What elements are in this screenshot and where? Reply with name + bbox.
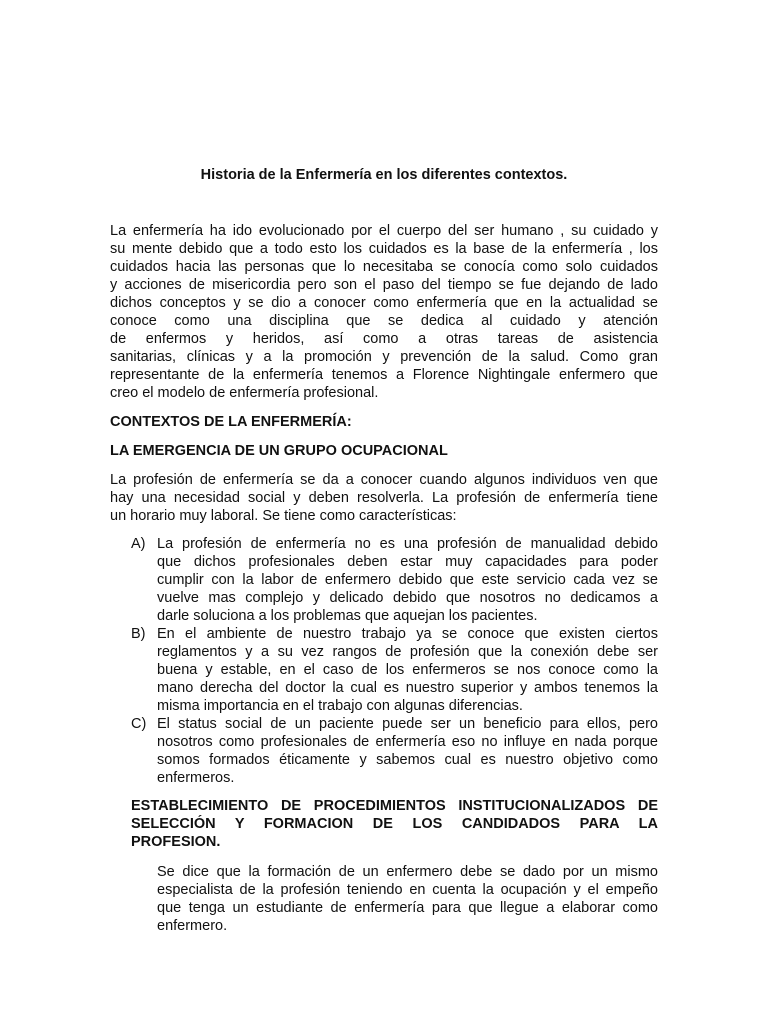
- establecimiento-line: enfermero.: [157, 918, 228, 934]
- list-item-body: [157, 715, 658, 787]
- establecimiento-line: Se dice que la formación de un enfermero debe se dado por un mismo: [157, 864, 658, 880]
- heading-line: ESTABLECIMIENTO DE PROCEDIMIENTOS INSTITUCIONALIZADOS DE: [131, 798, 658, 814]
- list-item-line: darle soluciona a los problemas que aquejan los pacientes.: [157, 608, 538, 624]
- list-item-line: nosotros como profesionales de enfermería eso no influye en nada porque: [157, 734, 658, 750]
- intro-line: creo el modelo de enfermería profesional.: [110, 385, 379, 401]
- emergencia-line: un horario muy laboral. Se tiene como características:: [110, 508, 457, 524]
- list-item-c: [131, 715, 658, 787]
- list-marker: C): [131, 716, 147, 732]
- heading-line: PROFESION.: [131, 834, 221, 850]
- intro-line: de enfermos y heridos, así como a otras tareas de asistencia: [110, 331, 658, 347]
- intro-line: conoce como una disciplina que se dedica al cuidado y atención: [110, 313, 658, 329]
- emergencia-line: La profesión de enfermería se da a conocer cuando algunos individuos ven que: [110, 472, 658, 488]
- list-item-line: reglamentos y a su vez rangos de profesión que la conexión debe ser: [157, 644, 658, 660]
- list-marker: B): [131, 626, 146, 642]
- intro-line: y acciones de misericordia pero son el paso del tiempo se fue dejando de lado: [110, 277, 658, 293]
- intro-line: cuidados hacia las personas que lo necesitaba se conocía como solo cuidados: [110, 259, 658, 275]
- list-item-line: cumplir con la labor de enfermero debido que este servicio cada vez se: [157, 572, 658, 588]
- list-item-line: somos formados éticamente y sabemos cual es nuestro objetivo como: [157, 752, 658, 768]
- establecimiento-paragraph: [157, 863, 658, 935]
- list-item-line: En el ambiente de nuestro trabajo ya se conoce que existen ciertos: [157, 626, 658, 642]
- intro-line: dichos conceptos y se dio a conocer como enfermería que en la actualidad se: [110, 295, 658, 311]
- emergencia-line: hay una necesidad social y deben resolverla. La profesión de enfermería tiene: [110, 490, 658, 506]
- list-item-line: misma importancia en el trabajo con algunas diferencias.: [157, 698, 523, 714]
- list-item-line: buena y estable, en el caso de los enfermeros se nos conoce como la: [157, 662, 658, 678]
- document-title: Historia de la Enfermería en los diferentes contextos.: [200, 167, 568, 183]
- list-item-line: El status social de un paciente puede ser un beneficio para ellos, pero: [157, 716, 658, 732]
- heading-emergencia: LA EMERGENCIA DE UN GRUPO OCUPACIONAL: [110, 443, 448, 459]
- list-item-line: enfermeros.: [157, 770, 235, 786]
- list-item-b: [131, 625, 658, 715]
- list-item-line: La profesión de enfermería no es una profesión de manualidad debido: [157, 536, 658, 552]
- intro-line: representante de la enfermería tenemos a Florence Nightingale enfermero que: [110, 367, 658, 383]
- establecimiento-line: especialista de la profesión teniendo en cuenta la ocupación y el empeño: [157, 882, 658, 898]
- emergencia-paragraph: [110, 471, 658, 525]
- intro-line: su mente debido que a todo esto los cuidados es la base de la enfermería , los: [110, 241, 658, 257]
- heading-contextos: CONTEXTOS DE LA ENFERMERÍA:: [110, 414, 352, 430]
- heading-line: SELECCIÓN Y FORMACION DE LOS CANDIDADOS PARA LA: [131, 816, 658, 832]
- list-item-body: [157, 535, 658, 625]
- list-item-line: mano derecha del doctor la cual es nuestro superior y ambos tenemos la: [157, 680, 658, 696]
- list-item-line: vuelve mas complejo y delicado debido que nosotros no dedicamos a: [157, 590, 658, 606]
- intro-line: La enfermería ha ido evolucionado por el cuerpo del ser humano , su cuidado y: [110, 223, 658, 239]
- list-marker: A): [131, 536, 146, 552]
- list-item-line: que dichos profesionales deben estar muy capacidades para poder: [157, 554, 658, 570]
- establecimiento-line: que tenga un estudiante de enfermería para que llegue a elaborar como: [157, 900, 658, 916]
- intro-paragraph: [110, 222, 658, 402]
- intro-line: sanitarias, clínicas y a la promoción y prevención de la salud. Como gran: [110, 349, 658, 365]
- list-item-a: [131, 535, 658, 625]
- list-item-body: [157, 625, 658, 715]
- heading-establecimiento: [131, 797, 658, 851]
